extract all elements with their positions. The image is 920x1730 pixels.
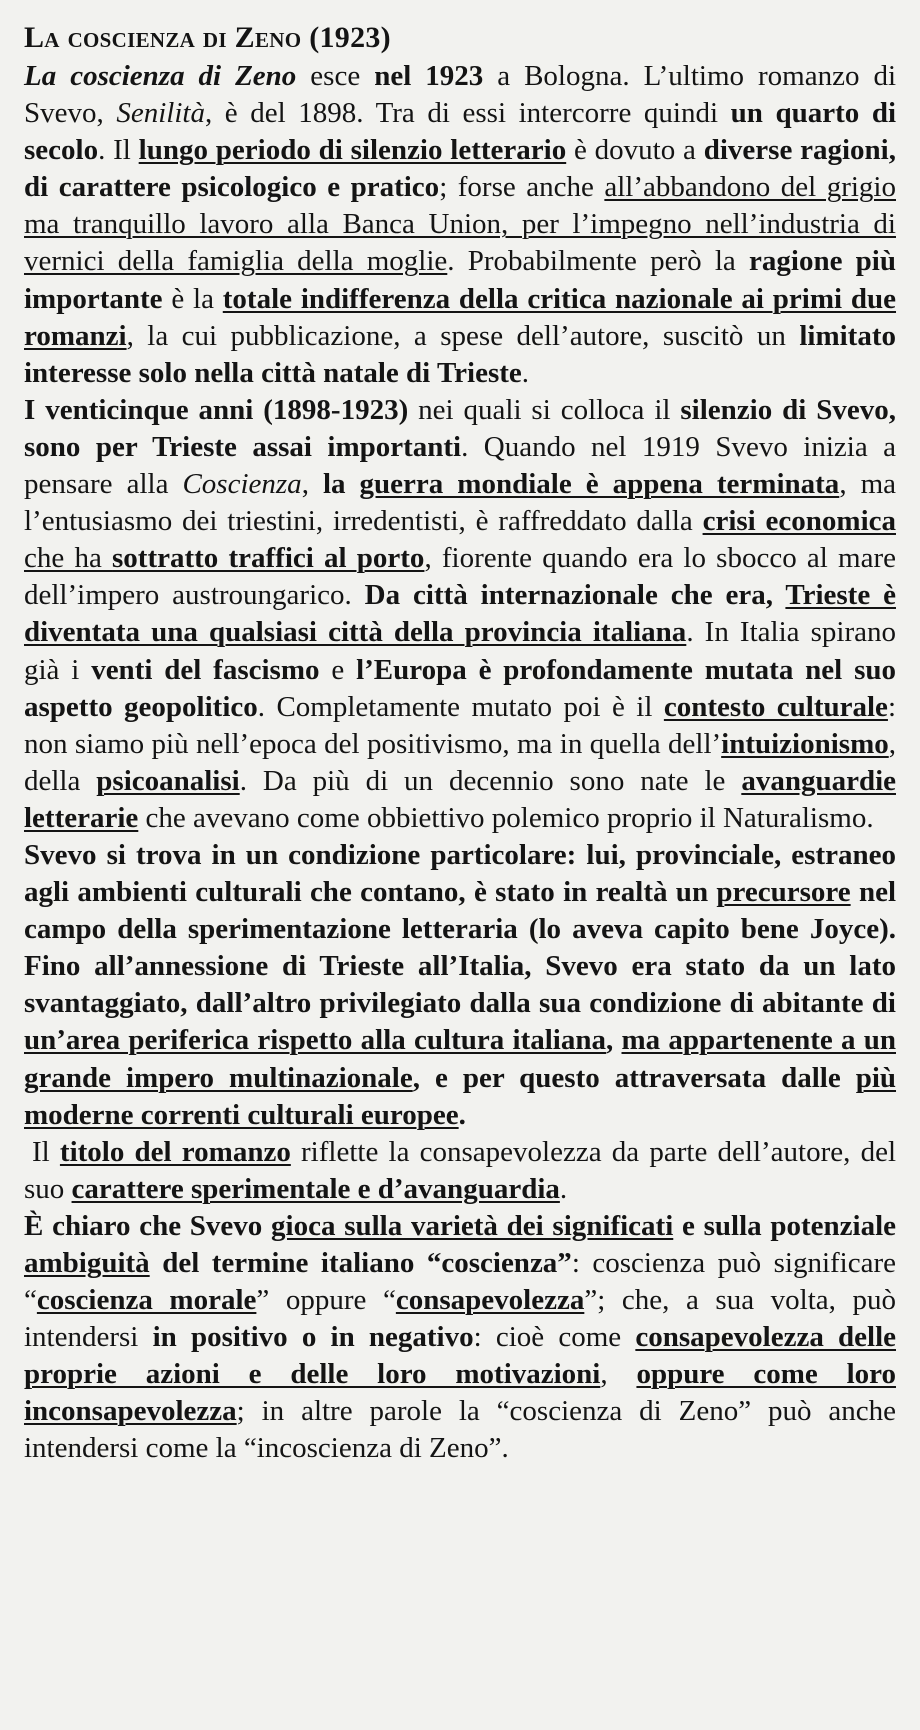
bold-phrase: limitato interesse solo nella città natale di Trieste: [24, 319, 896, 389]
text-run: , la cui pubblicazione, a spese dell’autore, suscitò un: [126, 319, 800, 352]
underlined-phrase: precursore: [716, 876, 851, 909]
text-run: nei quali si colloca il: [408, 393, 681, 426]
bold-phrase: venti del fascismo: [91, 653, 320, 686]
text-run: esce: [296, 60, 375, 92]
text-run: riflette la consapevolezza da parte dell’autore, del suo: [24, 1135, 896, 1205]
underlined-phrase: all’abbandono del grigio ma tranquillo lavoro alla Banca Union, per l’impegno nell’industria di vernici della famiglia della moglie: [24, 171, 896, 278]
text-run: , della: [24, 727, 896, 797]
text-run: ”; che, a sua volta, può intendersi: [24, 1284, 896, 1354]
underlined-phrase: coscienza morale: [36, 1284, 257, 1317]
text-run: : coscienza può significare “: [24, 1247, 896, 1317]
bold-phrase: , e per questo attraversata dalle: [412, 1061, 856, 1094]
bold-phrase: in positivo o in negativo: [152, 1321, 474, 1354]
underlined-phrase: contesto culturale: [663, 690, 888, 723]
underlined-phrase: carattere sperimentale e d’avanguardia: [71, 1172, 560, 1205]
text-run: Senilità: [116, 97, 205, 130]
underlined-phrase: Trieste è diventata una qualsiasi città della provincia italiana: [24, 579, 896, 649]
bold-phrase: e sulla potenziale: [673, 1209, 896, 1242]
underlined-phrase: consapevolezza: [395, 1284, 585, 1317]
underlined-phrase: intuizionismo: [721, 727, 889, 760]
underlined-phrase: ma appartenente a un grande impero multinazionale: [24, 1024, 896, 1094]
bold-phrase: La coscienza di Zeno: [24, 60, 297, 92]
bold-phrase: Svevo si trova in un condizione particolare: lui, provinciale, estraneo agli ambienti culturali che contano, è stato in realtà un: [24, 838, 896, 909]
bold-phrase: silenzio di Svevo, sono per Trieste assai importanti: [24, 393, 896, 463]
text-run: , ma l’entusiasmo dei triestini, irredentisti, è raffreddato dalla: [24, 468, 897, 538]
text-run: .: [559, 1172, 568, 1205]
text-run: ,: [600, 1358, 637, 1391]
text-run: . Il: [98, 134, 139, 167]
underlined-phrase: crisi economica: [702, 505, 896, 538]
paragraph-4: [24, 1134, 896, 1208]
bold-phrase: ragione più importante: [24, 245, 896, 315]
underlined-phrase: guerra mondiale è appena terminata: [359, 468, 840, 501]
document-body: [24, 58, 896, 1468]
text-run: ” oppure “: [256, 1284, 396, 1317]
underlined-phrase: consapevolezza delle proprie azioni e delle loro motivazioni: [24, 1321, 896, 1391]
underlined-phrase: titolo del romanzo: [59, 1135, 291, 1168]
text-run: : cioè come: [473, 1321, 636, 1354]
text-run: . Quando nel 1919 Svevo inizia a pensare alla: [24, 430, 897, 501]
text-run: Il: [32, 1135, 60, 1168]
text-run: , è del 1898. Tra di essi intercorre quindi: [204, 97, 731, 130]
text-run: . Completamente mutato poi è il: [257, 690, 664, 723]
bold-phrase: È chiaro che Svevo: [24, 1209, 272, 1242]
underlined-phrase: un’area periferica rispetto alla cultura italiana: [24, 1024, 606, 1057]
paragraph-5: [24, 1208, 896, 1468]
bold-phrase: nel campo della sperimentazione letteraria (lo aveva capito bene Joyce). Fino all’annessione di Trieste all’Italia, Svevo era stato da un lato svantaggiato, dall’altro privilegiato dalla sua condizione di abitante di: [24, 876, 896, 1020]
text-run: a Bologna. L’ultimo romanzo di Svevo,: [24, 60, 896, 130]
bold-phrase: l’Europa è profondamente mutata nel suo aspetto geopolitico: [24, 653, 896, 723]
bold-phrase: .: [458, 1098, 466, 1131]
underlined-phrase: gioca sulla varietà dei significati: [271, 1209, 674, 1242]
underlined-phrase: che ha: [24, 542, 113, 575]
paragraph-3: [24, 837, 896, 1134]
text-run: Coscienza: [182, 468, 302, 501]
text-run: , fiorente quando era lo sbocco al mare dell’impero austroungarico.: [24, 542, 896, 612]
bold-phrase: ,: [605, 1024, 622, 1057]
text-run: . Probabilmente però la: [447, 245, 750, 278]
bold-phrase: un quarto di secolo: [24, 97, 897, 167]
bold-phrase: nel 1923: [374, 60, 484, 92]
underlined-phrase: totale indifferenza della critica nazionale ai primi due romanzi: [24, 282, 897, 352]
text-run: ,: [301, 468, 323, 501]
text-run: ; in altre parole la “coscienza di Zeno” può anche intendersi come la “incoscienza di Zeno”.: [24, 1395, 896, 1465]
underlined-phrase: oppure come loro inconsapevolezza: [24, 1358, 896, 1428]
text-run: che avevano come obbiettivo polemico proprio il Naturalismo.: [138, 801, 874, 834]
text-run: e: [319, 653, 357, 686]
bold-phrase: diverse ragioni, di carattere psicologico e pratico: [24, 134, 896, 204]
text-run: è la: [162, 282, 223, 315]
text-run: è dovuto a: [566, 134, 704, 167]
document-title: La coscienza di Zeno (1923): [24, 21, 391, 54]
paragraph-2: [24, 392, 896, 837]
text-run: .: [521, 356, 530, 389]
text-run: . Da più di un decennio sono nate le: [239, 764, 742, 797]
text-run: . In Italia spirano già i: [24, 616, 896, 686]
underlined-phrase: sottratto traffici al porto: [112, 542, 425, 575]
text-run: : non siamo più nell’epoca del positivismo, ma in quella dell’: [24, 690, 896, 760]
text-run: ; forse anche: [439, 171, 605, 204]
underlined-phrase: ambiguità: [24, 1247, 150, 1279]
paragraph-1: [24, 58, 896, 392]
underlined-phrase: avanguardie letterarie: [24, 764, 896, 834]
underlined-phrase: più moderne correnti culturali europee: [24, 1061, 897, 1131]
underlined-phrase: lungo periodo di silenzio letterario: [138, 134, 567, 167]
underlined-phrase: psicoanalisi: [96, 764, 240, 797]
bold-phrase: del termine italiano “coscienza”: [149, 1247, 572, 1279]
bold-phrase: la: [322, 468, 360, 501]
bold-phrase: I venticinque anni (1898-1923): [24, 393, 409, 426]
bold-phrase: Da città internazionale che era,: [364, 579, 786, 612]
